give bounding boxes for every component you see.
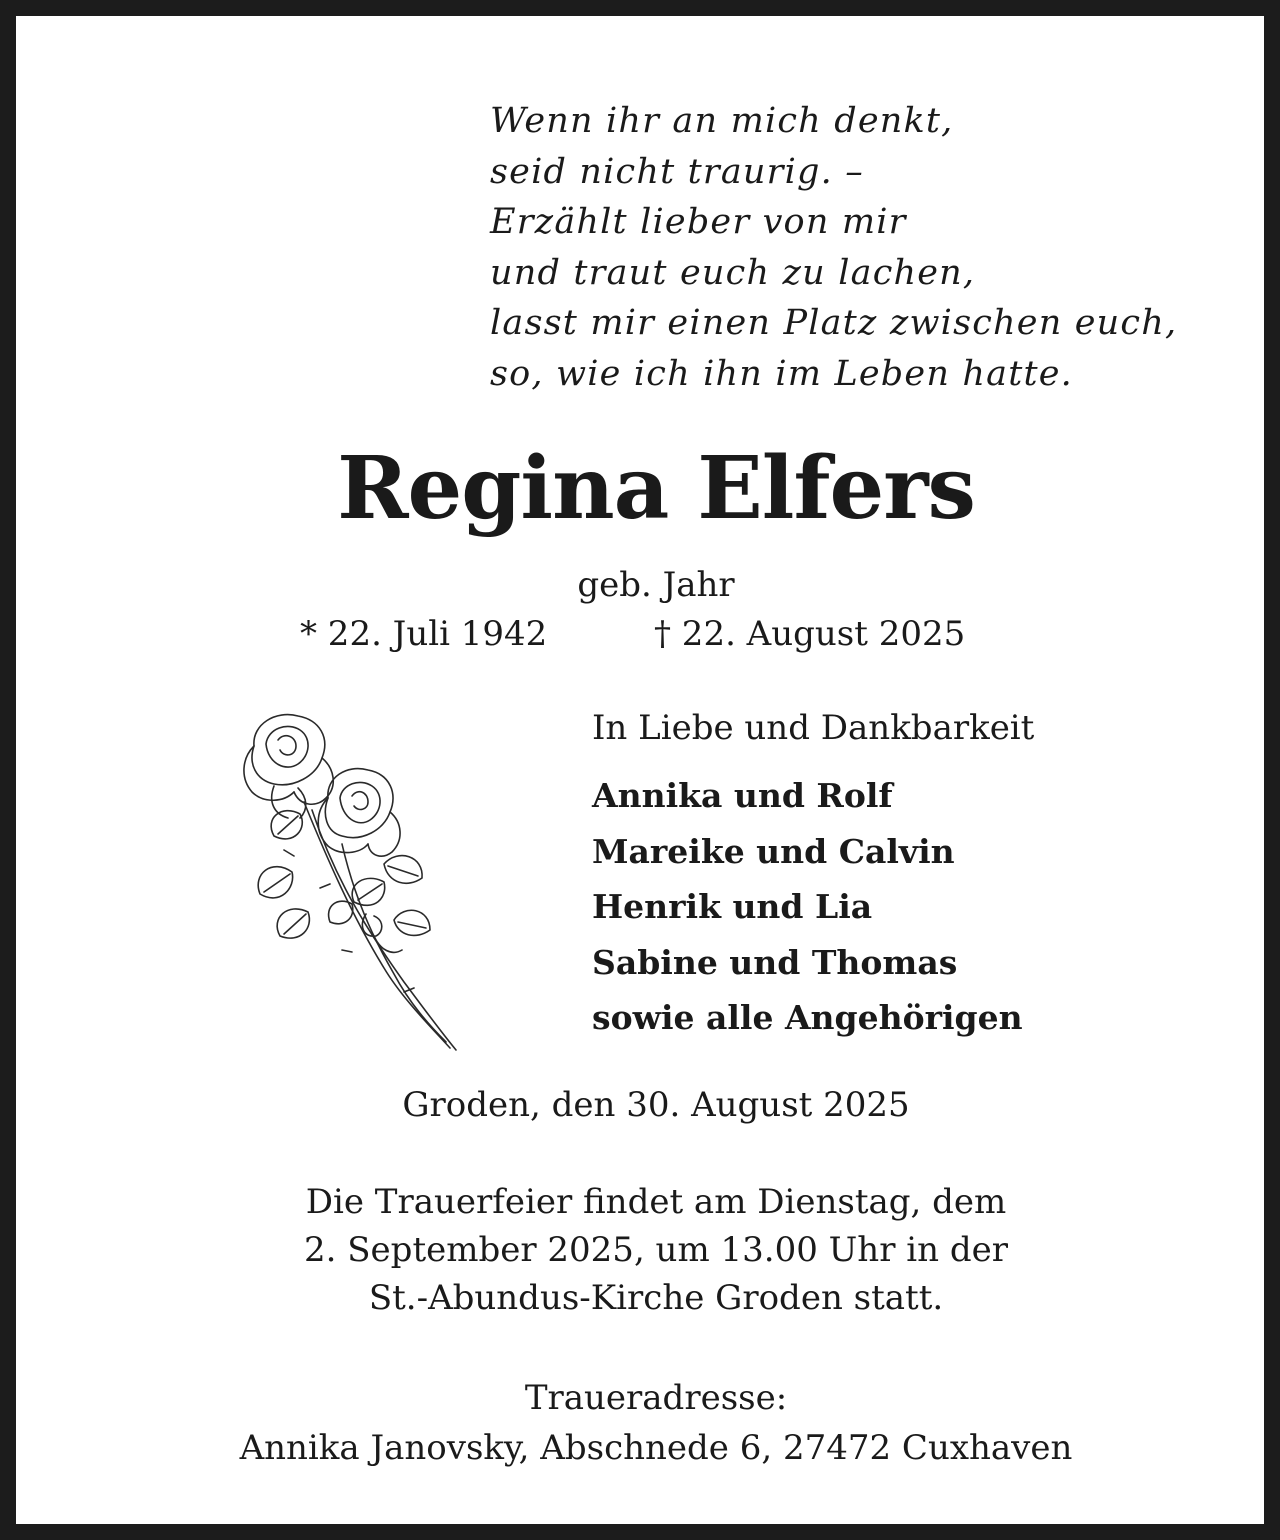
- death-date: † 22. August 2025: [654, 614, 966, 654]
- service-line: 2. September 2025, um 13.00 Uhr in der: [304, 1230, 1008, 1270]
- service-line: Die Trauerfeier findet am Dienstag, dem: [305, 1182, 1007, 1222]
- dedication: In Liebe und Dankbarkeit: [592, 708, 1035, 748]
- service-line: St.-Abundus-Kirche Groden statt.: [368, 1278, 944, 1318]
- place-date: Groden, den 30. August 2025: [402, 1085, 910, 1125]
- address-line: Annika Janovsky, Abschnede 6, 27472 Cuxhaven: [239, 1428, 1073, 1468]
- poem-line: Wenn ihr an mich denkt,: [490, 101, 954, 141]
- service-info: [16, 1178, 1280, 1322]
- roses-icon: [234, 706, 460, 1052]
- birth-date: * 22. Juli 1942: [300, 614, 548, 654]
- mourner-name: Henrik und Lia: [592, 887, 873, 926]
- mourner-name: Annika und Rolf: [592, 776, 893, 815]
- poem-line: lasst mir einen Platz zwischen euch,: [490, 303, 1178, 343]
- poem-line: und traut euch zu lachen,: [490, 252, 976, 293]
- birth-name: geb. Jahr: [577, 565, 735, 605]
- mourner-name: Sabine und Thomas: [592, 942, 958, 982]
- poem-line: so, wie ich ihn im Leben hatte.: [490, 353, 1073, 394]
- mourning-address: [16, 1373, 1280, 1473]
- mourner-name: Mareike und Calvin: [592, 831, 955, 871]
- address-label: Traueradresse:: [524, 1378, 788, 1418]
- mourner-name: sowie alle Angehörigen: [592, 998, 1023, 1037]
- poem-line: Erzählt lieber von mir: [490, 202, 907, 242]
- mourners-list: [592, 768, 1023, 1046]
- deceased-name: Regina Elfers: [337, 438, 975, 539]
- poem: [490, 96, 1177, 399]
- poem-line: seid nicht traurig. –: [490, 151, 864, 192]
